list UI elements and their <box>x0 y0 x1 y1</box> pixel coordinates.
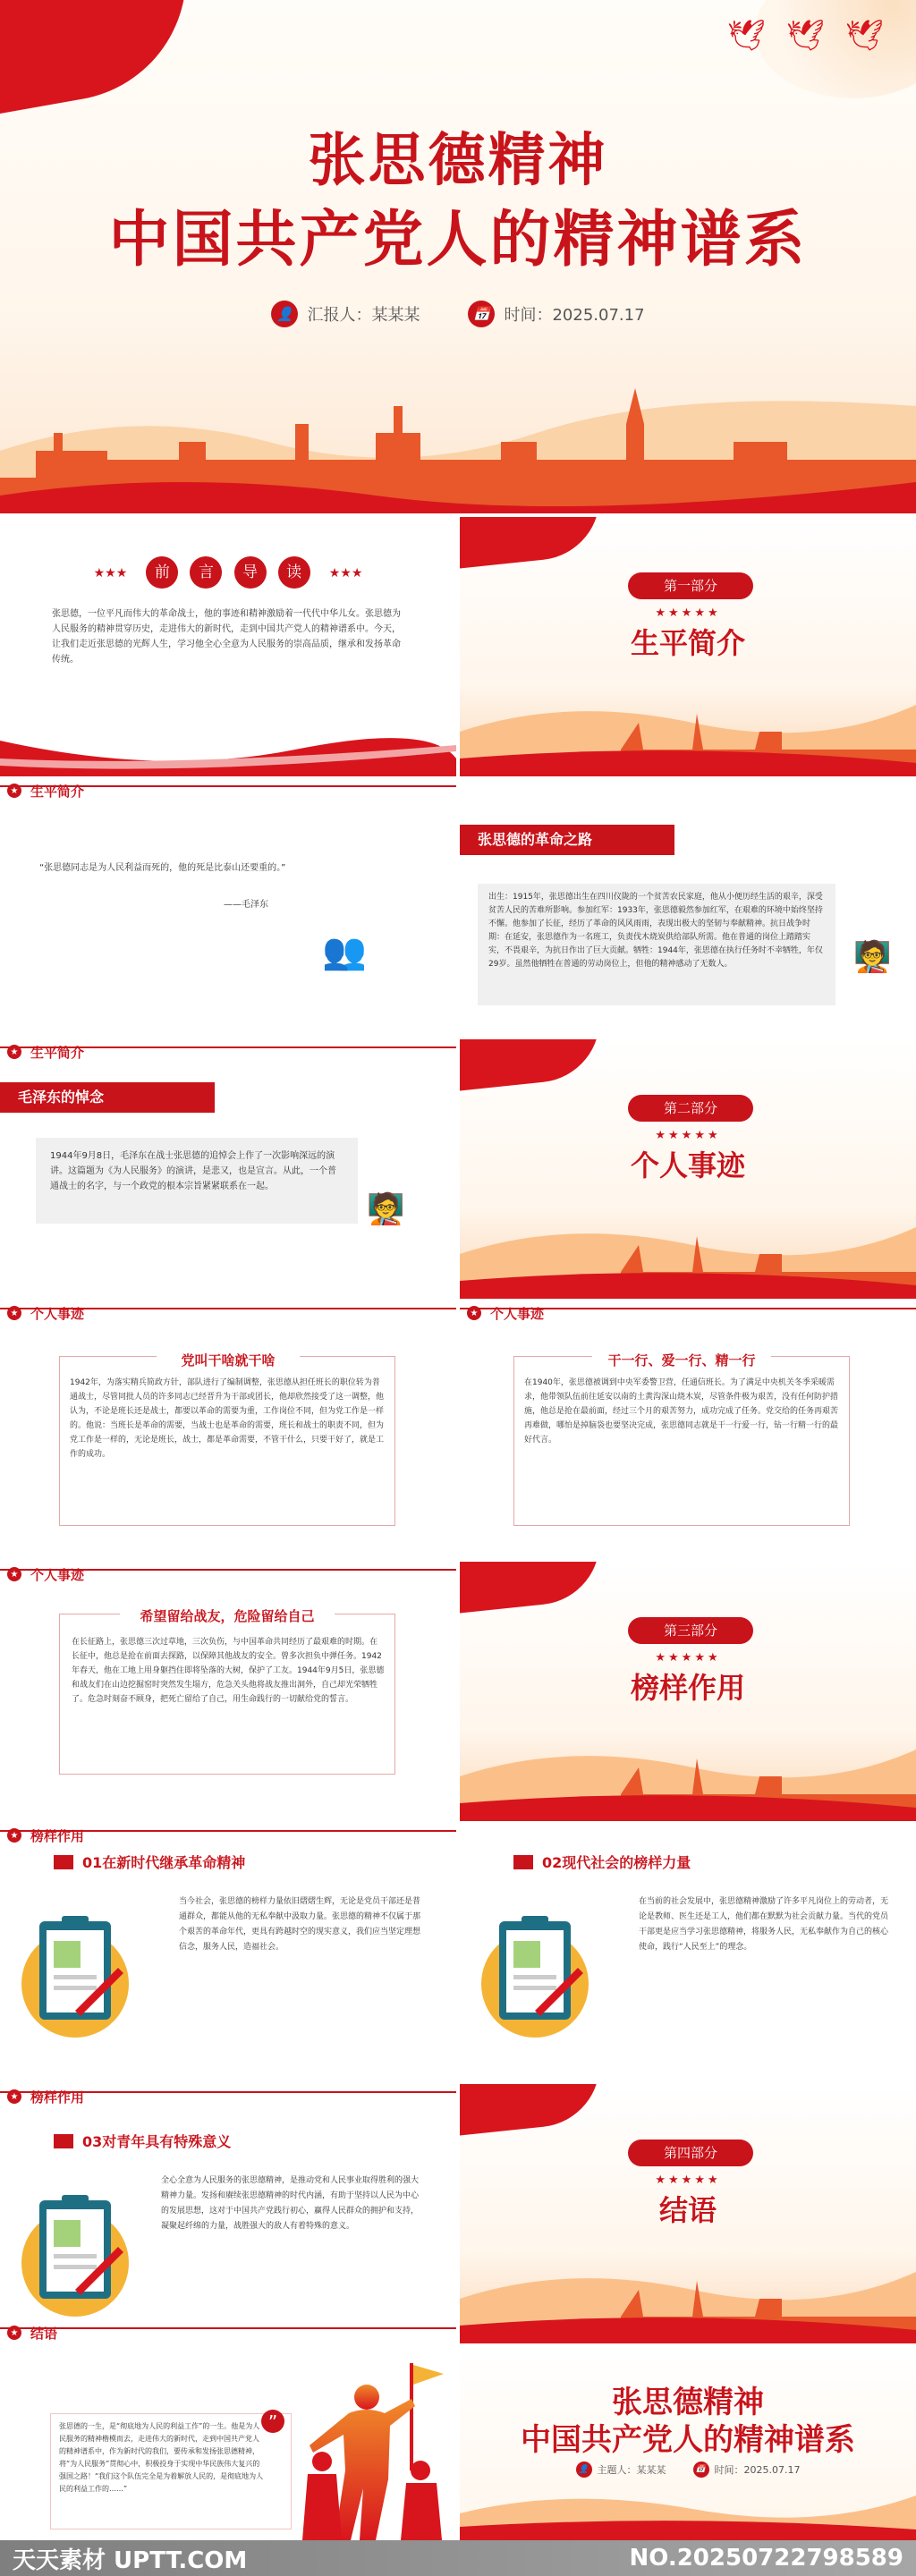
closing-reporter: 主题人：某某某 <box>597 2464 666 2476</box>
cover-meta <box>0 301 916 327</box>
closing-subtitle: 中国共产党人的精神谱系 <box>521 2422 855 2458</box>
speaker-icon: 🧑‍🏫 <box>853 939 892 975</box>
user-icon: 👤 <box>576 2462 592 2478</box>
story3-slide <box>0 1562 456 1821</box>
mao-text: 1944年9月8日，毛泽东在战士张思德的追悼会上作了一次影响深远的演讲。这篇题为《为人民服务》的演讲，是悲又，也是宣言。从此，一个普通战士的名字，与一个政党的根本宗旨紧紧联系在一起。 <box>36 1138 358 1224</box>
header-title: 生平简介 <box>30 1044 85 1061</box>
header-title: 生平简介 <box>30 783 85 800</box>
watermark-bar <box>0 2540 916 2576</box>
quote-slide <box>0 778 456 1038</box>
clipboard-icon <box>13 2165 138 2317</box>
star-icon: ★ <box>7 1567 21 1581</box>
skyline-illustration <box>0 370 916 513</box>
road-banner: 张思德的革命之路 <box>460 825 674 855</box>
section4-slide <box>460 2084 916 2343</box>
header-title: 结语 <box>30 2325 58 2342</box>
calendar-icon: 📅 <box>693 2462 709 2478</box>
calendar-icon: 📅 <box>468 301 495 327</box>
red-flag-decoration <box>460 517 606 570</box>
section-label: 第一部分 <box>628 572 753 599</box>
section-label: 第三部分 <box>628 1617 753 1644</box>
preface-text: 张思德，一位平凡而伟大的革命战士，他的事迹和精神激励着一代代中华儿女。张思德为人民服务的精神贯穿历史，走进伟大的新时代，走到中国共产党人的精神谱系中。今天，让我们走近张思德的光辉人生，学习他全心全意为人民服务的崇高品质，继承和发扬革命传统。 <box>52 609 401 665</box>
star-icon: ★ <box>7 2326 21 2340</box>
mao-banner: 毛泽东的悼念 <box>0 1082 215 1113</box>
header-title: 个人事迹 <box>30 1566 85 1583</box>
clipboard-icon <box>472 1885 598 2038</box>
star-icon: ★ <box>7 784 21 798</box>
quote-text: “张思德同志是为人民利益而死的，他的死是比泰山还要重的。” <box>39 863 286 873</box>
closing-time: 时间：2025.07.17 <box>714 2464 801 2476</box>
preface-char-3: 导 <box>234 556 267 589</box>
star-icon: ★ <box>7 1306 21 1320</box>
stars-decoration: ★★★★★ <box>655 2174 721 2187</box>
star-icon: ★ <box>7 2089 21 2104</box>
closing-title: 张思德精神 <box>612 2385 764 2420</box>
section-label: 第四部分 <box>628 2140 753 2166</box>
clipboard-icon <box>13 1885 138 2038</box>
model1-slide <box>0 1823 456 2082</box>
preface-slide <box>0 517 456 776</box>
red-flag-decoration <box>460 2084 606 2137</box>
red-flag-decoration <box>460 1039 606 1092</box>
star-icon: ★ <box>467 1306 481 1320</box>
model2-slide <box>460 1823 916 2082</box>
marker-icon <box>54 1855 73 1869</box>
hills-illustration <box>460 1714 916 1821</box>
red-flag-decoration <box>461 2345 914 2369</box>
section1-slide <box>460 517 916 776</box>
red-wave-decoration <box>0 705 456 776</box>
hills-illustration <box>460 669 916 776</box>
red-flag-decoration <box>460 1562 606 1614</box>
stars-decoration: ★★★★★ <box>655 606 721 620</box>
header-title: 个人事迹 <box>490 1305 545 1322</box>
section-title: 榜样作用 <box>630 1671 745 1705</box>
people-icon: 👥 <box>322 931 367 972</box>
story2-slide <box>460 1301 916 1560</box>
cover-slide <box>0 0 916 513</box>
story1-text: 1942年，为落实精兵简政方针，部队进行了编制调整，张思德从担任班长的职位转为普通战士，尽管同批人员的许多同志已经晋升为干部或团长，他却欣然接受了这一调整，他认为，不论是班长还是战士，都要以革命的需要为重，工作岗位不同，但为党工作是一样的。他说：当班长是革命的需要，当战士也是革命的需要，班长和战士的职责不同，但为党工作是一样的，无论是班长，战士，都是革命需要，不管干什么，只要干好了，就是工作的成功。 <box>70 1378 385 1459</box>
preface-char-1: 前 <box>146 556 178 589</box>
story2-title: 干一行、爱一行、精一行 <box>592 1351 771 1369</box>
model2-text: 在当前的社会发展中，张思德精神激励了许多平凡岗位上的劳动者，无论是教师、医生还是工人，他们都在默默为社会贡献力量。当代的党员干部更是应当学习张思德精神，将服务人民，无私奉献作为自己的核心使命，践行“人民至上”的理念。 <box>639 1897 889 1952</box>
model3-text: 全心全意为人民服务的张思德精神，是推动党和人民事业取得胜利的强大精神力量。发扬和赓续张思德精神的时代内涵，有助于坚持以人民为中心的发展思想，这对于中国共产党践行初心，赢得人民群众的拥护和支持，凝聚起纤绵的力量，战胜强大的敌人有着特殊的意义。 <box>161 2176 420 2231</box>
header-title: 榜样作用 <box>30 1827 85 1844</box>
section3-slide <box>460 1562 916 1821</box>
hills-illustration <box>460 2236 916 2343</box>
hills-illustration <box>460 1191 916 1299</box>
road-slide <box>460 778 916 1038</box>
model3-slide <box>0 2084 456 2343</box>
stars-right: ★★★ <box>328 566 363 580</box>
section2-slide <box>460 1039 916 1299</box>
ending-text: 张思德的一生，是“彻底地为人民的利益工作”的一生。他是为人民服务的精神楷模而去，走进伟大的新时代，走到中国共产党人的精神谱系中，作为新时代的我们，要传承和发扬张思德精神，将“为人民服务”贯彻心中，积极投身于实现中华民族伟大复兴的强国之路！“我们这个队伍完全是为着解放人民的，是彻底地为人民的利益工作的……” <box>59 2422 264 2493</box>
model1-title: 01在新时代继承革命精神 <box>82 1854 246 1871</box>
section-title: 结语 <box>658 2193 717 2227</box>
star-icon: ★ <box>7 1045 21 1059</box>
mao-slide <box>0 1039 456 1299</box>
story3-text: 在长征路上，张思德三次过草地，三次负伤，与中国革命共同经历了最艰难的时期。在长征中，他总是抢在前面去探路，以保障其他战友的安全。曾多次担负中弹任务。1942年春天，他在工地上用身躯挡住即将坠落的大树，保护了工友。1944年9月5日，张思德和战友们在山边挖掘窑时突然发生塌方，危急关头他将战友推出洞外，自己却光荣牺牲了。危急时刻奋不顾身，把死亡留给了自己，用生命践行的一切献给党的誓言。 <box>72 1638 385 1704</box>
hills-illustration <box>460 2487 916 2540</box>
stars-decoration: ★★★★★ <box>655 1651 721 1665</box>
model3-title: 03对青年具有特殊意义 <box>82 2133 232 2150</box>
section-title: 生平简介 <box>630 626 745 660</box>
stars-left: ★★★ <box>93 566 128 580</box>
cover-title: 张思德精神 <box>308 128 608 194</box>
quote-icon: ” <box>261 2410 284 2433</box>
story1-slide <box>0 1301 456 1560</box>
time-label: 时间：2025.07.17 <box>504 306 645 325</box>
section-title: 个人事迹 <box>630 1148 745 1182</box>
cover-subtitle: 中国共产党人的精神谱系 <box>108 205 808 275</box>
story1-title: 党叫干啥就干啥 <box>157 1351 300 1369</box>
ending-slide <box>0 2345 456 2540</box>
reporter-label: 汇报人：某某某 <box>307 306 420 325</box>
model1-text: 当今社会，张思德的榜样力量依旧熠熠生辉，无论是党员干部还是普通群众，都能从他的无私奉献中汲取力量。张思德的精神不仅属于那个艰苦的革命年代，更具有跨越时空的现实意义，我们应当坚定理想信念，服务人民，造福社会。 <box>179 1897 421 1952</box>
header-title: 榜样作用 <box>30 2089 85 2106</box>
doves-icon: 🕊 🕊 🕊 <box>726 18 889 54</box>
stars-decoration: ★★★★★ <box>655 1129 721 1142</box>
marker-icon <box>54 2134 73 2148</box>
closing-slide <box>460 2345 916 2540</box>
speaker-icon: 🧑‍🏫 <box>367 1191 405 1227</box>
section-label: 第二部分 <box>628 1095 753 1122</box>
story2-text: 在1940年，张思德被调到中央军委警卫营，任通信班长。为了满足中央机关冬季采暖需求，他带领队伍前往延安以南的土黄沟深山烧木炭，尽管条件极为艰苦，没有任何防护措施，他总是抢在最前面，经过三个月的艰苦努力，成功完成了任务。党交给的任务再艰苦再难做，哪怕是掉脑袋也要坚决完成，张思德同志就是干一行爱一行，钻一行精一行的最好代言。 <box>524 1378 839 1445</box>
model2-title: 02现代社会的榜样力量 <box>542 1854 691 1871</box>
header-title: 个人事迹 <box>30 1305 85 1322</box>
quote-author: ——毛泽东 <box>224 900 268 910</box>
marker-icon <box>513 1855 533 1869</box>
red-flag-decoration <box>0 0 206 118</box>
story3-title: 希望留给战友，危险留给自己 <box>120 1606 335 1625</box>
watermark-left: 天天素材 UPTT.COM <box>13 2546 248 2574</box>
preface-char-2: 言 <box>190 556 222 589</box>
road-text: 出生：1915年，张思德出生在四川仪陇的一个贫苦农民家庭，他从小便历经生活的艰辛，深受贫苦人民的苦难所影响。参加红军：1933年，张思德毅然参加红军，在艰难的环境中始终坚持不懈。他参加了长征，经历了革命的风风雨雨，表现出极大的坚韧与奉献精神。抗日战争时期：在延安，张思德作为一名班工，负责伐木烧炭供给部队所需。他在普通的岗位上踏踏实实，不畏艰辛，为抗日作出了巨大贡献。牺牲：1944年，张思德在执行任务时不幸牺牲，年仅29岁。虽然他牺牲在普通的劳动岗位上，但他的精神感动了无数人。 <box>478 884 835 1005</box>
user-icon: 👤 <box>271 301 298 327</box>
preface-char-4: 读 <box>278 556 310 589</box>
star-icon: ★ <box>7 1828 21 1843</box>
soldiers-illustration <box>295 2363 447 2540</box>
watermark-right: NO.20250722798589 <box>629 2545 903 2572</box>
